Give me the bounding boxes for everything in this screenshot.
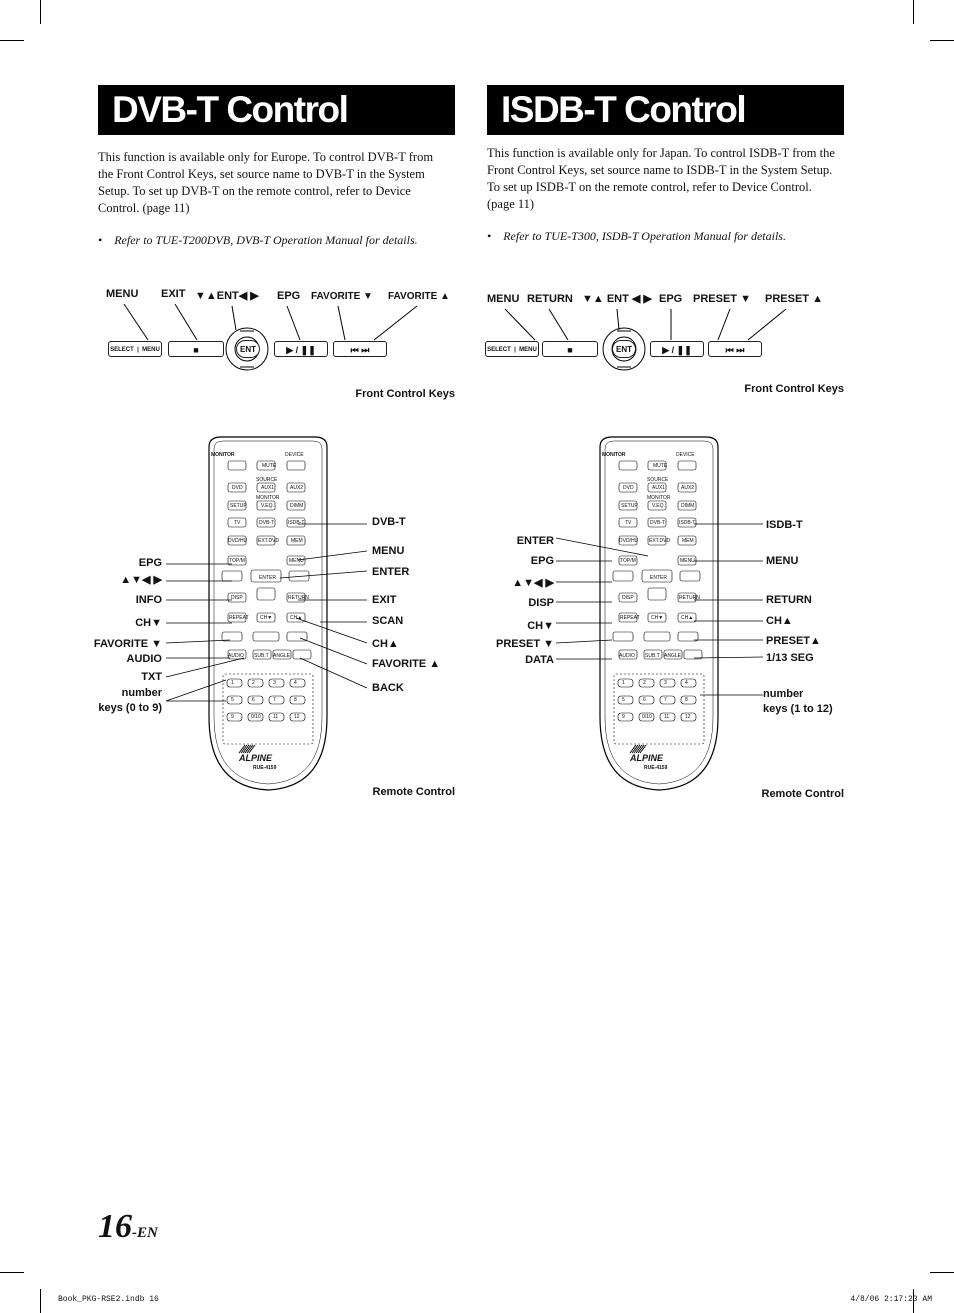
remote-label-number: number [763,688,804,700]
remote-label-txt: TXT [141,671,162,683]
leader-line [505,309,535,340]
remote-leader-lines [0,420,954,800]
remote-device-label: DEVICE [676,452,695,458]
remote-setup-key[interactable]: SETUP [230,503,247,509]
remote-caption: Remote Control [761,788,844,800]
remote-number-key[interactable]: 8 [685,697,688,703]
remote-label-dvbt: DVB-T [372,516,406,528]
remote-audio-key[interactable]: AUDIO [619,653,635,659]
remote-angle-key[interactable]: ANGLE [664,653,681,659]
front-label-favorite-down: FAVORITE ▼ [311,291,373,302]
page-number-value: 16 [98,1208,132,1245]
leader-line [617,309,619,330]
leader-line [374,306,417,340]
leader-line [287,306,300,340]
remote-caption: Remote Control [372,786,455,798]
remote-label-number: number [121,687,162,699]
remote-enter-key[interactable]: ENTER [650,575,667,581]
remote-angle-key[interactable]: ANGLE [273,653,290,659]
leader-line [748,309,786,340]
remote-number-key[interactable]: 5 [231,697,234,703]
remote-mute-key[interactable]: MUTE [653,463,668,469]
select-label: SELECT [110,347,134,353]
front-play-pause-key[interactable]: ▶ / ❚❚ [650,341,704,357]
remote-isdbt-key[interactable]: ISDB-T [679,520,696,526]
remote-label-return: RETURN [766,594,812,606]
remote-setup-key[interactable]: SETUP [621,503,638,509]
remote-number-key[interactable]: 1 [231,680,234,686]
remote-tv-key[interactable]: TV [234,520,241,526]
footer-date: 4/8/06 2:17:23 AM [850,1295,932,1304]
remote-number-key[interactable]: 12 [294,714,300,720]
remote-subt-key[interactable]: SUB.T [254,653,269,659]
remote-number-key[interactable]: 0/10 [642,714,652,720]
leader-line [232,306,236,330]
menu-label: MENU [142,347,160,353]
remote-label-arrows: ▲▼◀ ▶ [512,577,554,589]
remote-label-preset-up: PRESET▲ [766,635,821,647]
remote-isdbt-key[interactable]: ISDB-T [288,520,305,526]
remote-label-preset-down: PRESET ▼ [496,638,554,650]
dvbt-description: This function is available only for Europe. To control DVB-T from the Front Control Keys, set source name to DVB-T in the System Setup. To set up DVB-T on the remote control, refer to Device Control. (page 11) [98,150,434,215]
remote-number-key[interactable]: 12 [685,714,691,720]
remote-number-key[interactable]: 7 [664,697,667,703]
remote-number-key[interactable]: 2 [252,680,255,686]
remote-aux2-key[interactable]: AUX2 [290,485,304,491]
remote-label-ch-down: CH▼ [527,620,554,632]
remote-label-epg: EPG [530,555,554,567]
remote-number-key[interactable]: 2 [643,680,646,686]
page-number-suffix: -EN [132,1225,158,1241]
remote-label-audio: AUDIO [126,653,162,665]
crop-mark [0,1272,24,1273]
remote-chup-key[interactable]: CH▲ [290,615,303,621]
front-label-return: RETURN [527,293,573,305]
remote-label-favorite-down: FAVORITE ▼ [93,638,162,650]
remote-veq-key[interactable]: V.EQ. [652,503,665,509]
front-label-menu: MENU [487,293,520,305]
remote-monitor2-label: MONITOR [256,495,280,501]
menu-label: MENU [519,347,537,353]
remote-number-key[interactable]: 0/10 [251,714,261,720]
remote-label-favorite-up: FAVORITE ▲ [372,658,441,670]
remote-chdown-key[interactable]: CH▼ [651,615,664,621]
remote-number-key[interactable]: 11 [273,714,279,720]
remote-brand-logo: ALPINE [630,753,664,763]
remote-label-ch-up: CH▲ [766,615,793,627]
remote-monitor-label: MONITOR [602,452,626,458]
front-select-menu-key[interactable]: SELECT | MENU [485,341,539,357]
footer-file: Book_PKG-RSE2.indb 16 [58,1295,159,1304]
dvbt-note-text: Refer to TUE-T200DVB, DVB-T Operation Manual for details. [114,233,418,247]
remote-monitor-label: MONITOR [211,452,235,458]
remote-label-arrows: ▲▼◀ ▶ [120,574,162,586]
remote-return-key[interactable]: RETURN [679,595,700,601]
front-play-pause-key[interactable]: ▶ / ❚❚ [274,341,328,357]
remote-repeat-key[interactable]: REPEAT [620,615,640,621]
remote-audio-key[interactable]: AUDIO [228,653,244,659]
remote-return-key[interactable]: RETURN [288,595,309,601]
front-caption: Front Control Keys [744,383,844,395]
remote-number-key[interactable]: 5 [622,697,625,703]
remote-number-key[interactable]: 9 [622,714,625,720]
leader-line [338,306,345,340]
remote-source-label: SOURCE [647,477,669,483]
remote-number-key[interactable]: 7 [273,697,276,703]
front-skip-keys[interactable]: ⏮ ⏭ [708,341,762,357]
front-label-epg: EPG [659,293,683,305]
front-label-preset-up: PRESET ▲ [765,293,823,305]
remote-device-label: DEVICE [285,452,304,458]
front-stop-key[interactable]: ■ [542,341,598,357]
remote-veq-key[interactable]: V.EQ. [261,503,274,509]
remote-number-key[interactable]: 3 [664,680,667,686]
remote-tv-key[interactable]: TV [625,520,632,526]
remote-number-key[interactable]: 8 [294,697,297,703]
dvbt-note: • Refer to TUE-T200DVB, DVB-T Operation Manual for details. [98,233,418,247]
remote-dvdhu-key[interactable]: DVD/HU [619,538,639,544]
section-title-dvbt: DVB-T Control [98,85,455,135]
front-label-preset-down: PRESET ▼ [693,293,751,305]
remote-number-key[interactable]: 6 [252,697,255,703]
remote-brand-logo: ALPINE [239,753,273,763]
front-label-ent: ▼▲ENT◀ ▶ [195,290,259,302]
section-title-isdbt: ISDB-T Control [487,85,844,135]
front-ent-key[interactable]: ENT [236,340,260,358]
remote-dvdhu-key[interactable]: DVD/HU [228,538,248,544]
remote-dvbt-key[interactable]: DVB-T [650,520,665,526]
remote-extdvd-key[interactable]: EXT.DVD [649,538,671,544]
page-number [98,1208,158,1246]
remote-number-key[interactable]: 3 [273,680,276,686]
isdbt-description: This function is available only for Japan. To control ISDB-T from the Front Control Keys, set source name to ISDB-T in the System Setup. To set up ISDB-T on the remote control, refer to Device Control. (page 11) [487,146,835,211]
remote-topm-key[interactable]: TOP/M [229,558,245,564]
remote-label-scan: SCAN [372,615,404,627]
remote-number-key[interactable]: 1 [622,680,625,686]
remote-label-back: BACK [372,682,404,694]
remote-number-key[interactable]: 11 [664,714,670,720]
remote-aux1-key[interactable]: AUX1 [261,485,275,491]
remote-chdown-key[interactable]: CH▼ [260,615,273,621]
isdbt-note: • Refer to TUE-T300, ISDB-T Operation Manual for details. [487,229,786,243]
remote-label-isdbt: ISDB-T [766,519,803,531]
remote-label-ch-down: CH▼ [135,617,162,629]
isdbt-note-text: Refer to TUE-T300, ISDB-T Operation Manual for details. [503,229,786,243]
remote-aux1-key[interactable]: AUX1 [652,485,666,491]
remote-dvd-key[interactable]: DVD [623,485,634,491]
remote-menu-key[interactable]: MENU [680,558,695,564]
remote-mem-key[interactable]: MEM [291,538,303,544]
remote-number-key[interactable]: 4 [685,680,688,686]
remote-aux2-key[interactable]: AUX2 [681,485,695,491]
select-label: SELECT [487,347,511,353]
remote-label-data: DATA [525,654,554,666]
remote-mem-key[interactable]: MEM [682,538,694,544]
remote-extdvd-key[interactable]: EXT.DVD [258,538,280,544]
remote-repeat-key[interactable]: REPEAT [229,615,249,621]
leader-line [549,309,568,340]
leader-line [175,304,197,340]
remote-dvd-key[interactable]: DVD [232,485,243,491]
remote-label-menu: MENU [372,545,405,557]
crop-mark [930,1272,954,1273]
remote-source-label: SOURCE [256,477,278,483]
remote-model: RUE-4159 [253,765,277,771]
remote-dimm-key[interactable]: DIMM [290,503,304,509]
front-label-exit: EXIT [161,288,186,300]
remote-label-number-keys: keys (1 to 12) [763,703,833,715]
crop-mark [40,1289,41,1313]
front-label-favorite-up: FAVORITE ▲ [388,291,450,302]
remote-number-key[interactable]: 9 [231,714,234,720]
remote-label-enter: ENTER [372,566,410,578]
front-caption: Front Control Keys [355,388,455,400]
front-stop-key[interactable]: ■ [168,341,224,357]
remote-label-exit: EXIT [372,594,397,606]
remote-label-disp: DISP [528,597,554,609]
remote-monitor2-label: MONITOR [647,495,671,501]
remote-label-info: INFO [135,594,162,606]
remote-label-menu: MENU [766,555,799,567]
remote-chup-key[interactable]: CH▲ [681,615,694,621]
front-label-ent: ▼▲ ENT ◀ ▶ [582,293,652,305]
remote-dvbt-key[interactable]: DVB-T [259,520,274,526]
remote-model: RUE-4159 [644,765,668,771]
front-ent-key[interactable]: ENT [612,340,636,358]
front-label-menu: MENU [106,288,139,300]
remote-label-seg: 1/13 SEG [766,652,814,664]
remote-label-ch-up: CH▲ [372,638,399,650]
remote-mute-key[interactable]: MUTE [262,463,277,469]
remote-disp-key[interactable]: DISP [231,595,243,601]
remote-number-key[interactable]: 4 [294,680,297,686]
remote-enter-key[interactable]: ENTER [259,575,276,581]
remote-number-key[interactable]: 6 [643,697,646,703]
remote-label-number-keys: keys (0 to 9) [98,702,162,714]
front-label-epg: EPG [277,290,301,302]
leader-line [718,309,730,340]
remote-label-enter: ENTER [516,535,554,547]
front-skip-keys[interactable]: ⏮ ⏭ [333,341,387,357]
remote-disp-key[interactable]: DISP [622,595,634,601]
remote-subt-key[interactable]: SUB.T [645,653,660,659]
remote-topm-key[interactable]: TOP/M [620,558,636,564]
front-select-menu-key[interactable]: SELECT | MENU [108,341,162,357]
leader-line [124,304,148,340]
remote-label-epg: EPG [138,557,162,569]
remote-menu-key[interactable]: MENU [289,558,304,564]
remote-dimm-key[interactable]: DIMM [681,503,695,509]
